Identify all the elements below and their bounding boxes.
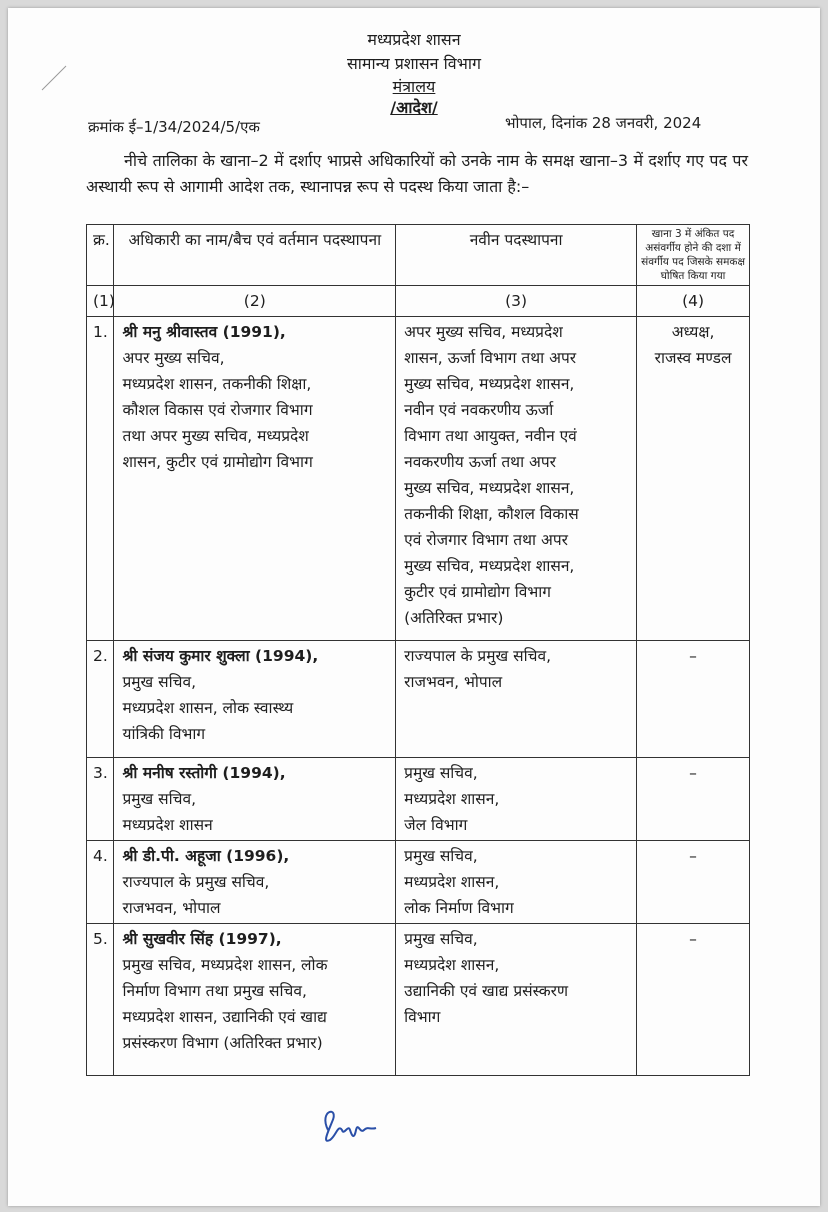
new-posting-cell <box>396 841 637 924</box>
officer-cell <box>114 317 396 641</box>
header-equivalent: खाना 3 में अंकित पद असंवर्गीय होने की दशा में संवर्गीय पद जिसके समकक्ष घोषित किया गया <box>637 225 750 286</box>
new-posting-line: मध्यप्रदेश शासन, <box>404 790 500 808</box>
serial-number-cell <box>87 758 114 841</box>
new-posting-cell <box>396 758 637 841</box>
serial-number: 5. <box>93 930 108 948</box>
table-row <box>87 641 750 758</box>
current-posting-line: राजभवन, भोपाल <box>122 899 221 917</box>
column-number-row <box>87 286 750 317</box>
serial-number-cell <box>87 641 114 758</box>
new-posting-line: एवं रोजगार विभाग तथा अपर <box>404 531 568 549</box>
serial-number: 3. <box>93 764 108 782</box>
serial-number-cell <box>87 924 114 1076</box>
new-posting-line: तकनीकी शिक्षा, कौशल विकास <box>404 505 579 523</box>
government-name: मध्यप्रदेश शासन <box>367 30 461 49</box>
officer-cell <box>114 841 396 924</box>
column-number: (1) <box>87 286 114 317</box>
current-posting-line: प्रमुख सचिव, <box>122 790 197 808</box>
new-posting-line: राज्यपाल के प्रमुख सचिव, <box>404 647 551 665</box>
equivalent-post-line: – <box>689 647 697 665</box>
equivalent-post-cell <box>637 758 750 841</box>
table-row <box>87 841 750 924</box>
equivalent-post-cell <box>637 841 750 924</box>
equivalent-post-line: – <box>689 930 697 948</box>
new-posting-line: प्रमुख सचिव, <box>404 847 478 865</box>
current-posting-line: मध्यप्रदेश शासन <box>122 816 213 834</box>
officer-name: श्री मनु श्रीवास्तव (1991), <box>122 323 286 341</box>
current-posting-line: निर्माण विभाग तथा प्रमुख सचिव, <box>122 982 307 1000</box>
place-date: भोपाल, दिनांक 28 जनवरी, 2024 <box>505 114 702 132</box>
new-posting-line: मध्यप्रदेश शासन, <box>404 873 500 891</box>
new-posting-line: मध्यप्रदेश शासन, <box>404 956 500 974</box>
current-posting-line: मध्यप्रदेश शासन, लोक स्वास्थ्य <box>122 699 294 717</box>
new-posting-line: नवीन एवं नवकरणीय ऊर्जा <box>404 401 554 419</box>
serial-number: 2. <box>93 647 108 665</box>
equivalent-post-cell <box>637 641 750 758</box>
new-posting-line: नवकरणीय ऊर्जा तथा अपर <box>404 453 557 471</box>
serial-number-cell <box>87 841 114 924</box>
equivalent-post-line: राजस्व मण्डल <box>654 349 732 367</box>
officer-name: श्री संजय कुमार शुक्ला (1994), <box>122 647 319 665</box>
officer-cell <box>114 924 396 1076</box>
equivalent-post-line: अध्यक्ष, <box>671 323 715 341</box>
new-posting-line: शासन, ऊर्जा विभाग तथा अपर <box>404 349 577 367</box>
new-posting-line: विभाग तथा आयुक्त, नवीन एवं <box>404 427 577 445</box>
serial-number: 4. <box>93 847 108 865</box>
current-posting-line: तथा अपर मुख्य सचिव, मध्यप्रदेश <box>122 427 309 445</box>
new-posting-line: उद्यानिकी एवं खाद्य प्रसंस्करण <box>404 982 569 1000</box>
new-posting-line: लोक निर्माण विभाग <box>404 899 514 917</box>
equivalent-post-line: – <box>689 764 697 782</box>
new-posting-line: (अतिरिक्त प्रभार) <box>404 609 504 627</box>
department-name: सामान्य प्रशासन विभाग <box>346 54 482 73</box>
table-row <box>87 924 750 1076</box>
current-posting-line: यांत्रिकी विभाग <box>122 725 206 743</box>
current-posting-line: प्रमुख सचिव, मध्यप्रदेश शासन, लोक <box>122 956 328 974</box>
table-header-row <box>87 225 750 286</box>
new-posting-line: मुख्य सचिव, मध्यप्रदेश शासन, <box>404 375 575 393</box>
officer-name: श्री सुखवीर सिंह (1997), <box>122 930 282 948</box>
officer-cell <box>114 641 396 758</box>
signature <box>310 1100 390 1150</box>
new-posting-line: मुख्य सचिव, मध्यप्रदेश शासन, <box>404 557 575 575</box>
header-officer: अधिकारी का नाम/बैच एवं वर्तमान पदस्थापना <box>114 225 396 286</box>
new-posting-line: कुटीर एवं ग्रामोद्योग विभाग <box>404 583 551 601</box>
current-posting-line: शासन, कुटीर एवं ग्रामोद्योग विभाग <box>122 453 313 471</box>
serial-number-cell <box>87 317 114 641</box>
new-posting-line: राजभवन, भोपाल <box>404 673 503 691</box>
table-row <box>87 758 750 841</box>
current-posting-line: प्रसंस्करण विभाग (अतिरिक्त प्रभार) <box>122 1034 323 1052</box>
intro-paragraph <box>86 148 748 200</box>
posting-table <box>86 224 750 1076</box>
current-posting-line: अपर मुख्य सचिव, <box>122 349 225 367</box>
new-posting-line: मुख्य सचिव, मध्यप्रदेश शासन, <box>404 479 575 497</box>
current-posting-line: प्रमुख सचिव, <box>122 673 197 691</box>
new-posting-cell <box>396 924 637 1076</box>
new-posting-line: प्रमुख सचिव, <box>404 930 478 948</box>
order-title: /आदेश/ <box>390 98 438 117</box>
column-number: (4) <box>637 286 750 317</box>
new-posting-line: विभाग <box>404 1008 441 1026</box>
column-number: (2) <box>114 286 396 317</box>
equivalent-post-line: – <box>689 847 697 865</box>
ministry-label: मंत्रालय <box>392 77 436 96</box>
intro-text: नीचे तालिका के खाना–2 में दर्शाए भाप्रसे अधिकारियों को उनके नाम के समक्ष खाना–3 में दर्शाए गए पद पर अस्थायी रूप से आगामी आदेश तक, स्थानापन्न रूप से पदस्थ किया जाता है:– <box>86 151 748 196</box>
equivalent-post-cell <box>637 317 750 641</box>
table-row <box>87 317 750 641</box>
new-posting-line: अपर मुख्य सचिव, मध्यप्रदेश <box>404 323 563 341</box>
equivalent-post-cell <box>637 924 750 1076</box>
current-posting-line: मध्यप्रदेश शासन, तकनीकी शिक्षा, <box>122 375 312 393</box>
new-posting-line: जेल विभाग <box>404 816 468 834</box>
new-posting-cell <box>396 317 637 641</box>
new-posting-line: प्रमुख सचिव, <box>404 764 478 782</box>
current-posting-line: मध्यप्रदेश शासन, उद्यानिकी एवं खाद्य <box>122 1008 327 1026</box>
current-posting-line: कौशल विकास एवं रोजगार विभाग <box>122 401 313 419</box>
reference-number: क्रमांक ई–1/34/2024/5/एक <box>88 118 260 136</box>
officer-name: श्री मनीष रस्तोगी (1994), <box>122 764 286 782</box>
officer-cell <box>114 758 396 841</box>
new-posting-cell <box>396 641 637 758</box>
column-number: (3) <box>396 286 637 317</box>
header-sno: क्र. <box>87 225 114 286</box>
current-posting-line: राज्यपाल के प्रमुख सचिव, <box>122 873 270 891</box>
officer-name: श्री डी.पी. अहूजा (1996), <box>122 847 290 865</box>
header-new-posting: नवीन पदस्थापना <box>396 225 637 286</box>
serial-number: 1. <box>93 323 108 341</box>
